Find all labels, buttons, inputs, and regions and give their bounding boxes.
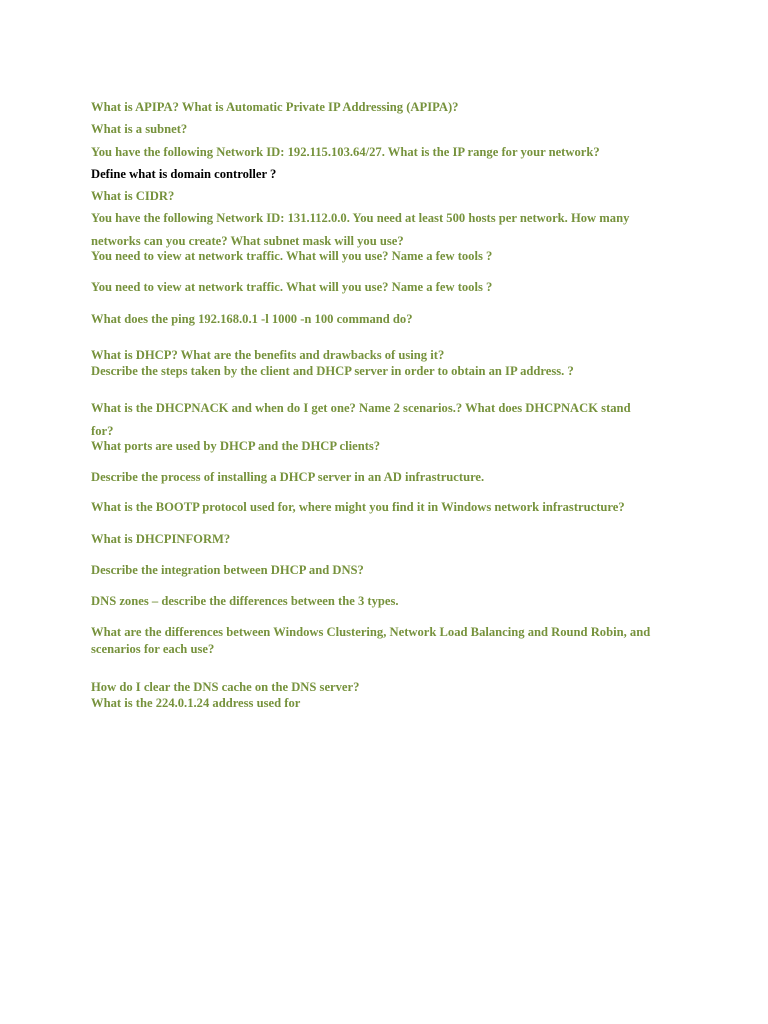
question-clustering: What are the differences between Windows Clustering, Network Load Balancing and Round Robin, and bbox=[91, 625, 651, 639]
question-dhcpnack-cont: for? bbox=[91, 424, 114, 438]
question-dhcp-steps: Describe the steps taken by the client and DHCP server in order to obtain an IP address. ? bbox=[91, 364, 574, 378]
question-multicast-address: What is the 224.0.1.24 address used for bbox=[91, 696, 301, 710]
question-domain-controller: Define what is domain controller ? bbox=[91, 167, 277, 181]
question-dhcpinform: What is DHCPINFORM? bbox=[91, 532, 231, 546]
question-ip-range: You have the following Network ID: 192.115.103.64/27. What is the IP range for your network? bbox=[91, 145, 600, 159]
question-dhcp: What is DHCP? What are the benefits and drawbacks of using it? bbox=[91, 348, 445, 362]
question-network-traffic-1: You need to view at network traffic. What will you use? Name a few tools ? bbox=[91, 249, 493, 263]
question-dhcp-dns: Describe the integration between DHCP and DNS? bbox=[91, 563, 364, 577]
question-hosts-per-network-cont: networks can you create? What subnet mask will you use? bbox=[91, 234, 404, 248]
question-subnet: What is a subnet? bbox=[91, 122, 188, 136]
question-apipa: What is APIPA? What is Automatic Private IP Addressing (APIPA)? bbox=[91, 100, 459, 114]
question-clustering-cont: scenarios for each use? bbox=[91, 642, 215, 656]
question-dns-zones: DNS zones – describe the differences between the 3 types. bbox=[91, 594, 399, 608]
question-ping: What does the ping 192.168.0.1 -l 1000 -n 100 command do? bbox=[91, 312, 413, 326]
question-dns-cache: How do I clear the DNS cache on the DNS server? bbox=[91, 680, 360, 694]
question-dhcpnack: What is the DHCPNACK and when do I get one? Name 2 scenarios.? What does DHCPNACK stand bbox=[91, 401, 631, 415]
question-dhcp-ports: What ports are used by DHCP and the DHCP clients? bbox=[91, 439, 381, 453]
question-hosts-per-network: You have the following Network ID: 131.112.0.0. You need at least 500 hosts per network. How many bbox=[91, 211, 630, 225]
question-network-traffic-2: You need to view at network traffic. What will you use? Name a few tools ? bbox=[91, 280, 493, 294]
question-install-dhcp: Describe the process of installing a DHCP server in an AD infrastructure. bbox=[91, 470, 485, 484]
question-cidr: What is CIDR? bbox=[91, 189, 175, 203]
question-bootp: What is the BOOTP protocol used for, where might you find it in Windows network infrastructure? bbox=[91, 500, 625, 514]
